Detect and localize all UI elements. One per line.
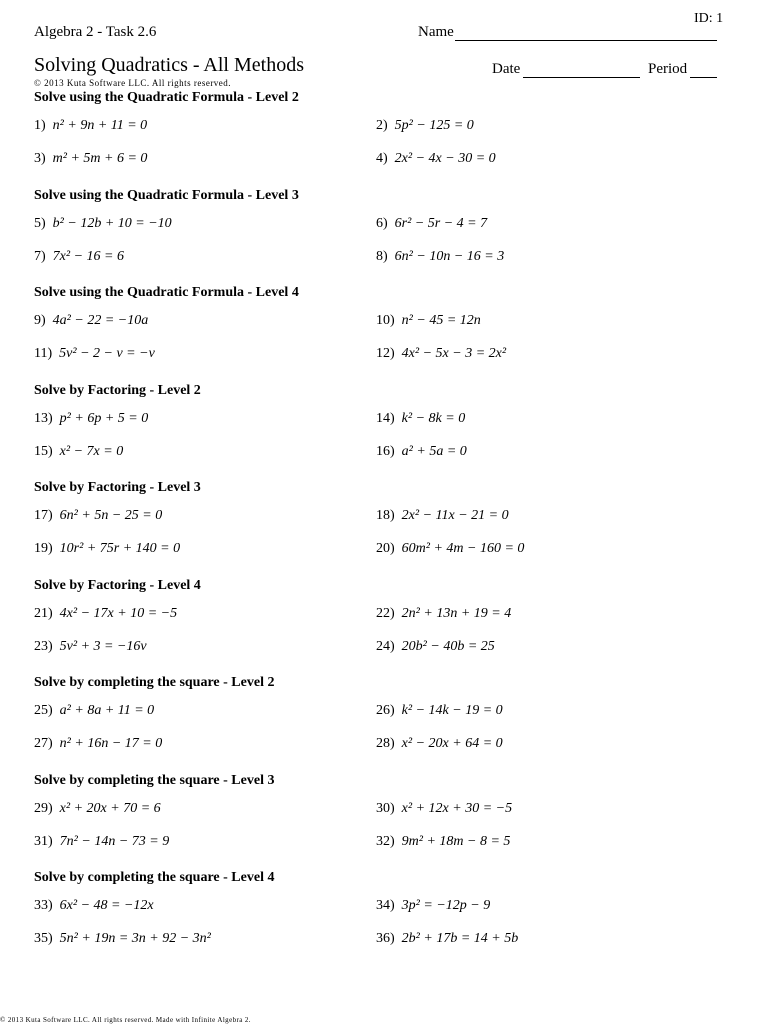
problem-equation: 6r² − 5r − 4 = 7 <box>394 215 488 231</box>
problem-equation: x² − 7x = 0 <box>59 443 124 459</box>
problem-number: 14) <box>376 410 395 426</box>
problem-number: 16) <box>376 443 395 459</box>
problem-number: 32) <box>376 833 395 849</box>
section-heading: Solve using the Quadratic Formula - Level 4 <box>34 285 299 300</box>
problem-section <box>34 578 734 676</box>
problem-item <box>376 834 510 850</box>
problem-number: 2) <box>376 118 388 133</box>
problem-number: 7) <box>34 248 46 264</box>
problem-equation: p² + 6p + 5 = 0 <box>59 410 149 426</box>
problem-item <box>34 898 154 914</box>
problem-equation: 6n² + 5n − 25 = 0 <box>59 508 163 523</box>
problem-number: 9) <box>34 313 46 328</box>
problem-equation: 2n² + 13n + 19 = 4 <box>401 605 512 621</box>
problem-number: 21) <box>34 605 53 621</box>
problem-equation: x² − 20x + 64 = 0 <box>401 736 503 751</box>
problem-item <box>34 801 161 817</box>
problem-number: 26) <box>376 703 395 718</box>
problem-number: 4) <box>376 151 388 166</box>
problem-item <box>34 118 147 134</box>
problem-item <box>34 736 162 752</box>
problem-item <box>376 639 495 655</box>
problem-number: 36) <box>376 931 395 946</box>
problem-equation: 7n² − 14n − 73 = 9 <box>59 833 170 849</box>
problem-number: 25) <box>34 703 53 718</box>
copyright-notice: © 2013 Kuta Software LLC. All rights reserved. <box>34 78 232 88</box>
problem-item <box>376 444 467 460</box>
problem-item <box>34 411 148 427</box>
problem-item <box>376 606 511 622</box>
problem-item <box>34 346 155 362</box>
problem-equation: 4x² − 17x + 10 = −5 <box>59 605 178 621</box>
problem-number: 28) <box>376 736 395 751</box>
date-label: Date <box>492 61 521 77</box>
problem-item <box>376 118 474 134</box>
problem-section <box>34 480 734 578</box>
problem-number: 27) <box>34 736 53 751</box>
section-heading: Solve by completing the square - Level 2 <box>34 675 275 690</box>
problem-equation: 4a² − 22 = −10a <box>52 313 149 328</box>
problem-equation: x² + 12x + 30 = −5 <box>401 800 513 816</box>
problem-equation: n² + 9n + 11 = 0 <box>52 118 148 133</box>
problem-equation: 2b² + 17b = 14 + 5b <box>401 931 519 946</box>
problem-number: 33) <box>34 898 53 913</box>
section-heading: Solve using the Quadratic Formula - Level 3 <box>34 187 299 203</box>
problem-item <box>34 151 147 167</box>
problem-number: 17) <box>34 508 53 523</box>
problem-item <box>376 249 504 265</box>
problem-item <box>34 444 123 460</box>
section-heading: Solve by Factoring - Level 3 <box>34 480 201 495</box>
section-heading: Solve by Factoring - Level 4 <box>34 577 201 593</box>
section-heading: Solve using the Quadratic Formula - Level 2 <box>34 90 299 105</box>
problem-equation: 10r² + 75r + 140 = 0 <box>59 541 181 556</box>
problem-number: 10) <box>376 313 395 328</box>
problem-equation: k² − 14k − 19 = 0 <box>401 703 503 718</box>
problem-item <box>376 736 503 752</box>
problem-equation: 5v² + 3 = −16v <box>59 638 147 654</box>
problem-equation: n² + 16n − 17 = 0 <box>59 736 163 751</box>
period-blank-line <box>690 77 717 78</box>
problem-number: 24) <box>376 638 395 654</box>
problem-section <box>34 285 734 383</box>
problem-section <box>34 773 734 871</box>
period-label: Period <box>648 61 688 77</box>
problem-item <box>376 216 487 232</box>
problem-number: 8) <box>376 248 388 264</box>
problem-equation: 5v² − 2 − v = −v <box>59 346 155 361</box>
problem-item <box>34 508 162 524</box>
problem-item <box>376 931 518 947</box>
problem-number: 15) <box>34 443 53 459</box>
problem-item <box>376 801 512 817</box>
problem-item <box>376 313 481 329</box>
problem-equation: a² + 8a + 11 = 0 <box>59 703 155 718</box>
problem-equation: 6x² − 48 = −12x <box>59 898 154 913</box>
problem-item <box>34 541 180 557</box>
problem-number: 22) <box>376 605 395 621</box>
problem-number: 35) <box>34 931 53 946</box>
name-label: Name <box>418 24 454 40</box>
problem-section <box>34 675 734 773</box>
problem-item <box>376 151 496 167</box>
problem-equation: a² + 5a = 0 <box>401 443 467 459</box>
section-heading: Solve by completing the square - Level 4 <box>34 870 275 885</box>
problem-item <box>34 931 211 947</box>
problem-section <box>34 188 734 286</box>
page-title: Solving Quadratics - All Methods <box>34 54 304 76</box>
name-blank-line <box>455 40 717 41</box>
problem-number: 29) <box>34 800 53 816</box>
problem-sections <box>34 90 734 968</box>
problem-item <box>376 508 509 524</box>
problem-equation: x² + 20x + 70 = 6 <box>59 800 161 816</box>
problem-number: 20) <box>376 541 395 556</box>
problem-item <box>376 898 490 914</box>
problem-section <box>34 870 734 968</box>
problem-item <box>376 346 506 362</box>
problem-equation: 2x² − 4x − 30 = 0 <box>394 151 496 166</box>
problem-number: 13) <box>34 410 53 426</box>
problem-equation: 9m² + 18m − 8 = 5 <box>401 833 511 849</box>
problem-number: 5) <box>34 215 46 231</box>
problem-number: 6) <box>376 215 388 231</box>
problem-number: 30) <box>376 800 395 816</box>
problem-item <box>34 703 154 719</box>
problem-number: 3) <box>34 151 46 166</box>
problem-number: 18) <box>376 508 395 523</box>
problem-item <box>34 606 177 622</box>
problem-item <box>376 541 524 557</box>
problem-item <box>34 834 169 850</box>
problem-equation: 4x² − 5x − 3 = 2x² <box>401 346 507 361</box>
problem-item <box>34 313 148 329</box>
problem-number: 12) <box>376 346 395 361</box>
section-heading: Solve by completing the square - Level 3 <box>34 772 275 788</box>
problem-item <box>34 216 172 232</box>
problem-item <box>376 703 503 719</box>
problem-equation: 7x² − 16 = 6 <box>52 248 124 264</box>
problem-equation: 5n² + 19n = 3n + 92 − 3n² <box>59 931 211 946</box>
problem-number: 34) <box>376 898 395 913</box>
problem-equation: 3p² = −12p − 9 <box>401 898 491 913</box>
problem-number: 19) <box>34 541 53 556</box>
page-footer: © 2013 Kuta Software LLC. All rights reserved. Made with Infinite Algebra 2. <box>0 1016 251 1024</box>
problem-number: 23) <box>34 638 53 654</box>
problem-number: 1) <box>34 118 46 133</box>
problem-equation: n² − 45 = 12n <box>401 313 481 328</box>
problem-equation: 2x² − 11x − 21 = 0 <box>401 508 509 523</box>
problem-item <box>34 639 147 655</box>
problem-equation: 20b² − 40b = 25 <box>401 638 495 654</box>
problem-equation: k² − 8k = 0 <box>401 410 466 426</box>
problem-equation: b² − 12b + 10 = −10 <box>52 215 172 231</box>
problem-item <box>34 249 124 265</box>
problem-section <box>34 90 734 188</box>
problem-section <box>34 383 734 481</box>
course-title: Algebra 2 - Task 2.6 <box>34 24 157 40</box>
section-heading: Solve by Factoring - Level 2 <box>34 382 201 398</box>
problem-equation: 60m² + 4m − 160 = 0 <box>401 541 525 556</box>
problem-equation: m² + 5m + 6 = 0 <box>52 151 148 166</box>
problem-number: 31) <box>34 833 53 849</box>
problem-item <box>376 411 465 427</box>
problem-equation: 5p² − 125 = 0 <box>394 118 474 133</box>
worksheet-id: ID: 1 <box>694 11 724 26</box>
problem-equation: 6n² − 10n − 16 = 3 <box>394 248 505 264</box>
problem-number: 11) <box>34 346 53 361</box>
date-blank-line <box>523 77 640 78</box>
